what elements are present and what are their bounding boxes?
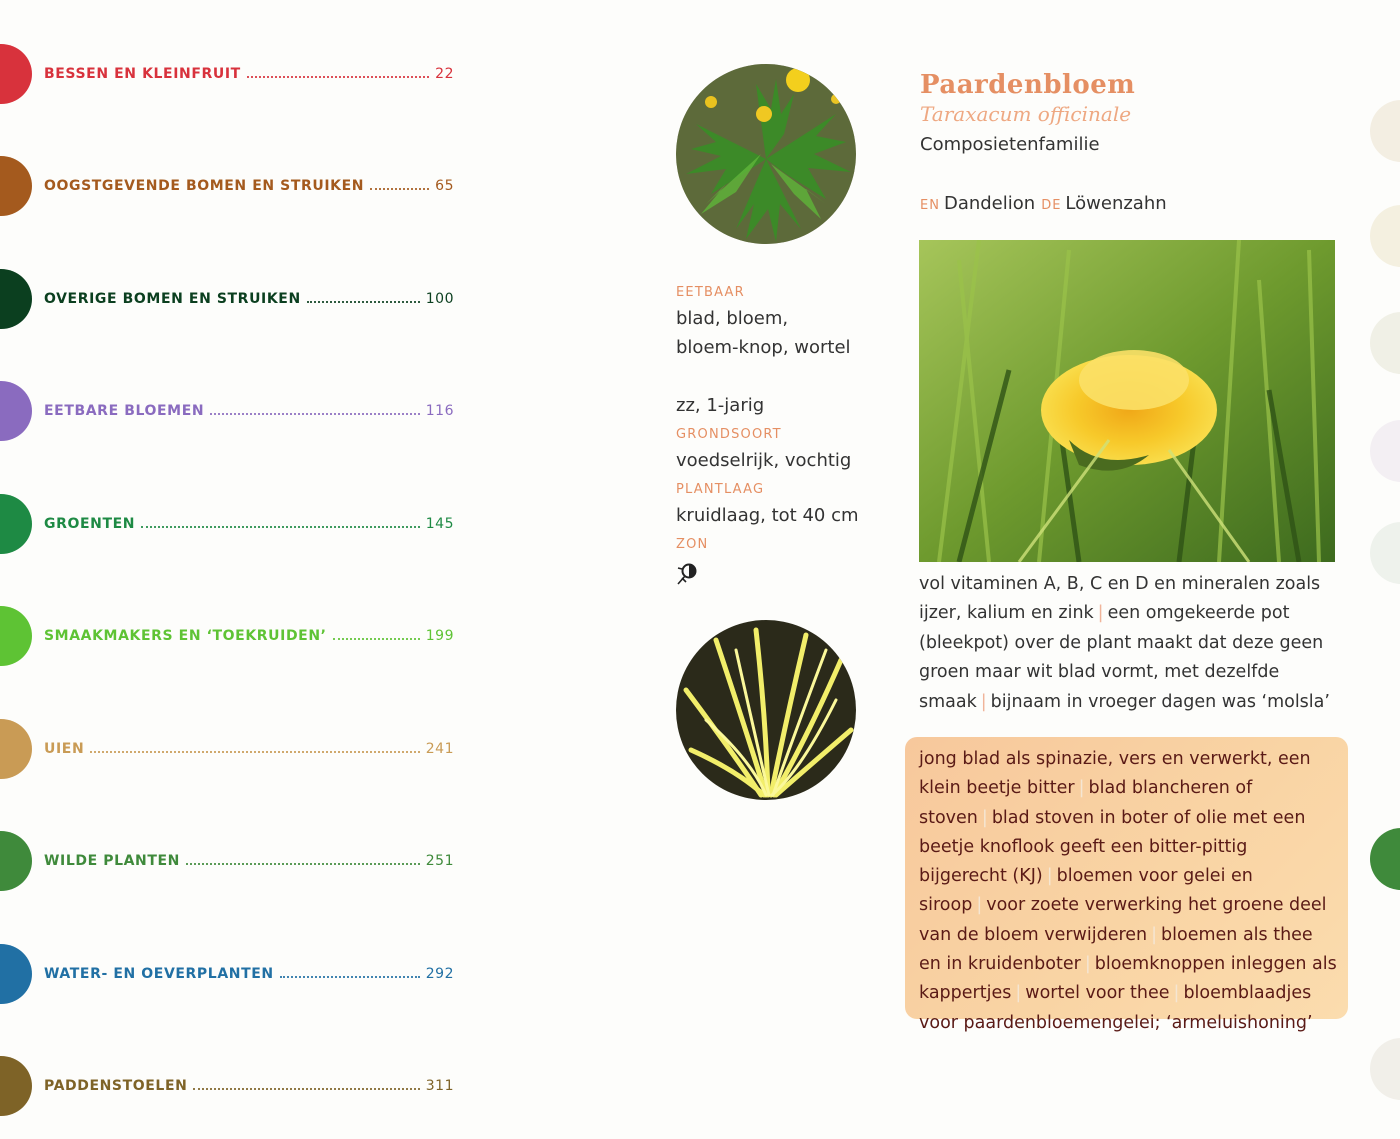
sun-label: ZON [676,537,709,552]
de-name: Löwenzahn [1065,193,1167,214]
toc-entry-label: BESSEN EN KLEINFRUIT [44,66,241,82]
toc-entry-page: 311 [425,1078,454,1094]
section-tab-marker [0,494,32,554]
soil-label: GRONDSOORT [676,427,782,442]
use-item: blad stoven in boter of olie met een beetje knoflook geeft een bitter-pittig bijgerecht (KJ) [919,807,1306,887]
toc-entry-label: GROENTEN [44,516,136,532]
toc-entry-page: 22 [435,66,454,82]
plant-name: Paardenbloem [920,70,1136,100]
description-item: vol vitaminen A, B, C en D en mineralen zoals ijzer, kalium en zink [919,574,1321,624]
toc-entry-label: OVERIGE BOMEN EN STRUIKEN [44,291,301,307]
toc-entry[interactable] [0,831,460,891]
section-tab-marker [0,156,32,216]
toc-entry-page: 199 [425,628,454,644]
edge-section-tab[interactable] [1370,312,1400,374]
uses-text: jong blad als spinazie, vers en verwerkt, een klein beetje bitter | blad blancheren of stoven | blad stoven in boter of olie met een beetje knoflook geeft een bitter-pittig bijgerecht (KJ) | bloemen voor gelei en siroop | voor zoete verwerking het groene deel van de bloem verwijderen | bloemen als thee en in kruidenboter | bloemknoppen inleggen als kappertjes | wortel voor thee | bloemblaadjes voor paardenbloemengelei; ‘armeluishoning’ [919,749,1337,1033]
use-item: wortel voor thee [1025,983,1170,1004]
en-tag: EN [920,198,940,213]
toc-entry-page: 292 [425,966,454,982]
foreign-names [920,193,1167,214]
toc-entry-page: 100 [425,291,454,307]
toc-entry-page: 116 [425,403,454,419]
edge-section-tab[interactable] [1370,100,1400,162]
edge-section-tab[interactable] [1370,1038,1400,1100]
dandelion-plant-photo [676,64,856,244]
use-item: voor zoete verwerking het groene deel van de bloem verwijderen [919,895,1327,945]
toc-entry[interactable] [0,381,460,441]
toc-entry-page: 241 [425,741,454,757]
toc-entry-label: PADDENSTOELEN [44,1078,188,1094]
toc-entry[interactable] [0,44,460,104]
toc-entry-label: WATER- EN OEVERPLANTEN [44,966,274,982]
section-tab-marker [0,606,32,666]
toc-entry-label: WILDE PLANTEN [44,853,180,869]
toc-entry-page: 145 [425,516,454,532]
section-tab-marker [0,269,32,329]
edge-section-tab[interactable] [1370,828,1400,890]
section-tab-marker [0,719,32,779]
plant-description: vol vitaminen A, B, C en D en mineralen zoals ijzer, kalium en zink | een omgekeerde pot (bleekpot) over de plant maakt dat deze geen groen maar wit blad vormt, met dezelfde smaak | bijnaam in vroeger dagen was ‘molsla’ [919,574,1330,712]
table-of-contents [0,0,470,1139]
toc-entry-page: 65 [435,178,454,194]
toc-entry-label: EETBARE BLOEMEN [44,403,205,419]
section-tab-marker [0,831,32,891]
toc-entry-page: 251 [425,853,454,869]
layer-label: PLANTLAAG [676,482,765,497]
use-item: bloemen als thee en in kruidenboter [919,924,1313,975]
plant-family: Composietenfamilie [920,134,1100,155]
toc-entry[interactable] [0,1056,460,1116]
description-item: een omgekeerde pot (bleekpot) over de plant maakt dat deze geen groen maar wit blad vormt, met dezelfde smaak [919,603,1324,712]
toc-entry[interactable] [0,606,460,666]
use-item: bloemblaadjes voor paardenbloemengelei; ‘armeluishoning’ [919,983,1313,1033]
section-tab-marker [0,381,32,441]
plant-latin-name: Taraxacum officinale [920,102,1132,126]
description-item: bijnaam in vroeger dagen was ‘molsla’ [990,691,1330,712]
use-item: blad blancheren of stoven [919,778,1253,828]
half-sun-icon [676,562,700,586]
edible-label: EETBAAR [676,285,745,300]
toc-entry[interactable] [0,269,460,329]
toc-entry-label: UIEN [44,741,85,757]
dandelion-flower-photo [919,240,1335,562]
de-tag: DE [1041,198,1062,213]
toc-entry-label: SMAAKMAKERS EN ‘TOEKRUIDEN’ [44,628,327,644]
en-name: Dandelion [943,193,1036,214]
blanched-dandelion-photo [676,620,856,800]
toc-entry[interactable] [0,944,460,1004]
lifecycle-value: zz, 1-jarig [676,395,765,416]
plant-facts [676,282,896,586]
toc-entry[interactable] [0,494,460,554]
uses-box [905,737,1348,1033]
edge-section-tab[interactable] [1370,420,1400,482]
toc-entry[interactable] [0,156,460,216]
edge-section-tab[interactable] [1370,205,1400,267]
section-tab-marker [0,1056,32,1116]
layer-value: kruidlaag, tot 40 cm [676,505,859,526]
section-tab-marker [0,44,32,104]
use-item: bloemen voor gelei en siroop [919,866,1253,916]
section-tab-marker [0,944,32,1004]
use-item: jong blad als spinazie, vers en verwerkt, een klein beetje bitter [919,749,1311,799]
toc-entry-label: OOGSTGEVENDE BOMEN EN STRUIKEN [44,178,365,194]
use-item: bloemknoppen inleggen als kappertjes [919,954,1337,1004]
edible-value: blad, bloem, bloem-knop, wortel [676,308,851,358]
soil-value: voedselrijk, vochtig [676,450,852,471]
toc-entry[interactable] [0,719,460,779]
edge-section-tab[interactable] [1370,522,1400,584]
